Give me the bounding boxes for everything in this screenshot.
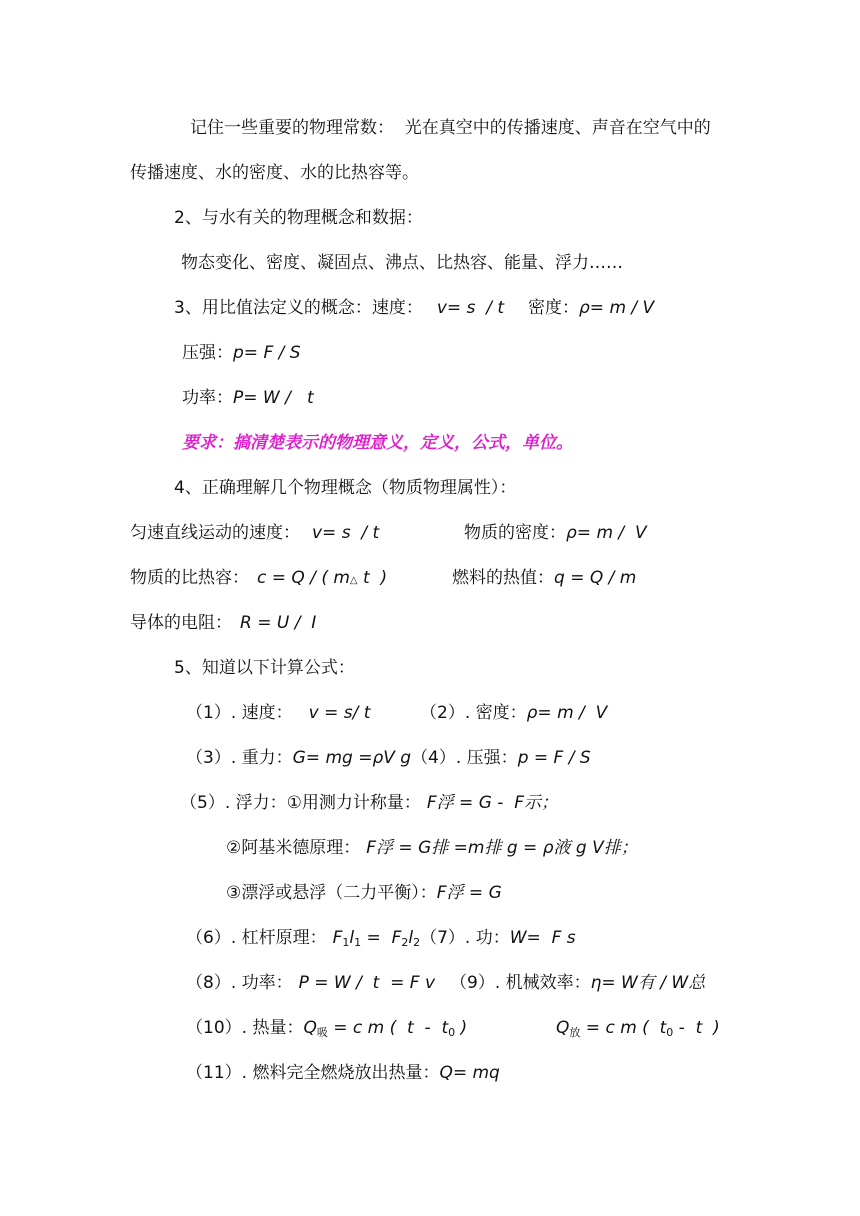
pressure-formula: p= F / S — [233, 343, 301, 363]
formula-4-label: （4）. 压强： — [411, 748, 518, 768]
formula-7: W= F s — [509, 928, 576, 948]
formula-1-label: （1）. 速度： — [186, 703, 293, 723]
s4-speed-line — [130, 521, 379, 545]
formula-6-sub2b: 2 — [413, 936, 421, 949]
formula-1: v = s/ t — [308, 703, 371, 723]
formula-8-label: （8）. 功率： — [186, 973, 293, 993]
s4-heat-label: 物质的比热容： — [130, 568, 249, 588]
section-2-heading: 2、与水有关的物理概念和数据： — [174, 208, 423, 228]
intro-line-2: 传播速度、水的密度、水的比热容等。 — [130, 163, 419, 183]
formula-5-label: （5）. 浮力：①用测力计称量： — [180, 793, 421, 813]
formula-10b-line — [556, 1016, 720, 1045]
formula-6-eq: = F — [361, 928, 402, 948]
s4-fuel-formula: q = Q / m — [554, 568, 637, 588]
formula-6-label: （6）. 杠杆原理： — [186, 928, 327, 948]
formula-10b-rest: = c m ( t — [580, 1018, 667, 1038]
formula-5a: F浮 = G - F示； — [426, 793, 559, 813]
power-formula: P= W / t — [233, 388, 314, 408]
s4-heat-formula-a: c = Q / ( m — [257, 568, 350, 588]
s4-fuel-line — [452, 566, 636, 590]
formula-5b: F浮 = G排 =m排 g = ρ液 g V排； — [366, 838, 638, 858]
formula-10b-close: - t ) — [673, 1018, 720, 1038]
formula-3: G= mg =ρV g — [292, 748, 412, 768]
formula-8: P = W / t = F v — [298, 973, 436, 993]
formula-6-sub1: 1 — [342, 936, 350, 949]
section-3-heading — [174, 296, 654, 320]
pressure-label: 压强： — [182, 343, 233, 363]
formula-6-sub1b: 1 — [354, 936, 362, 949]
formula-5c-line — [226, 881, 502, 905]
formula-5b-label: ②阿基米德原理： — [226, 838, 361, 858]
formula-5-line — [180, 791, 558, 815]
formula-10b-t0: 0 — [666, 1026, 674, 1039]
formula-11-label: （11）. 燃料完全燃烧放出热量： — [186, 1063, 440, 1083]
s4-fuel-label: 燃料的热值： — [452, 568, 554, 588]
formula-3-4-line — [186, 746, 591, 770]
s4-resistance-line — [130, 611, 316, 635]
formula-10b-sub: 放 — [569, 1026, 581, 1039]
formula-2-line — [420, 701, 607, 725]
formula-7-label: （7）. 功： — [420, 928, 510, 948]
formula-1-line — [186, 701, 370, 725]
formula-3-label: （3）. 重力： — [186, 748, 293, 768]
density-label: 密度： — [528, 298, 579, 318]
density-formula: ρ= m / V — [579, 298, 655, 318]
formula-10-t0: 0 — [448, 1026, 456, 1039]
s4-heat-line — [130, 566, 387, 593]
intro-line-1: 记住一些重要的物理常数： 光在真空中的传播速度、声音在空气中的 — [190, 118, 711, 138]
formula-10-rest: = c m ( t - t — [327, 1018, 449, 1038]
s4-density-formula: ρ= m / V — [566, 523, 647, 543]
formula-8-line — [186, 971, 435, 995]
formula-6-l2: l — [408, 928, 414, 948]
formula-6-sub2: 2 — [401, 936, 409, 949]
formula-6-7-line — [186, 926, 576, 955]
s4-heat-formula-b: t ) — [357, 568, 388, 588]
formula-10-close: ) — [455, 1018, 468, 1038]
power-line — [182, 386, 314, 410]
s4-density-line — [464, 521, 647, 545]
section-2-items: 物态变化、密度、凝固点、沸点、比热容、能量、浮力…… — [181, 253, 623, 273]
speed-formula: v= s / t — [436, 298, 504, 318]
pressure-line — [182, 341, 301, 365]
power-label: 功率： — [182, 388, 233, 408]
s4-resistance-formula: R = U / I — [240, 613, 317, 633]
formula-5c: F浮 = G — [436, 883, 502, 903]
formula-9: η= W有 / W总 — [590, 973, 706, 993]
s4-density-label: 物质的密度： — [464, 523, 566, 543]
formula-2-label: （2）. 密度： — [420, 703, 527, 723]
formula-9-label: （9）. 机械效率： — [450, 973, 591, 993]
formula-5c-label: ③漂浮或悬浮（二力平衡）： — [226, 883, 437, 903]
delta-symbol: △ — [349, 575, 358, 586]
requirement-note: 要求：搞清楚表示的物理意义，定义，公式，单位。 — [182, 433, 573, 453]
formula-11: Q= mq — [439, 1063, 500, 1083]
formula-10-line — [186, 1016, 467, 1045]
formula-10b-Q: Q — [556, 1018, 570, 1038]
section-5-heading: 5、知道以下计算公式： — [174, 658, 355, 678]
formula-2: ρ= m / V — [526, 703, 608, 723]
formula-6-F1: F — [332, 928, 343, 948]
formula-9-line — [450, 971, 705, 995]
formula-10-label: （10）. 热量： — [186, 1018, 304, 1038]
formula-11-line — [186, 1061, 500, 1085]
formula-10-Q: Q — [303, 1018, 317, 1038]
section-4-heading: 4、正确理解几个物理概念（物质物理属性）： — [174, 478, 517, 498]
formula-4: p = F / S — [517, 748, 591, 768]
s4-speed-label: 匀速直线运动的速度： — [130, 523, 300, 543]
formula-5b-line — [226, 836, 638, 860]
formula-10-sub: 吸 — [316, 1026, 328, 1039]
s4-resistance-label: 导体的电阻： — [130, 613, 232, 633]
formula-6-l1: l — [349, 928, 355, 948]
s4-speed-formula: v= s / t — [312, 523, 380, 543]
section-3-heading-text: 3、用比值法定义的概念：速度： — [174, 298, 423, 318]
